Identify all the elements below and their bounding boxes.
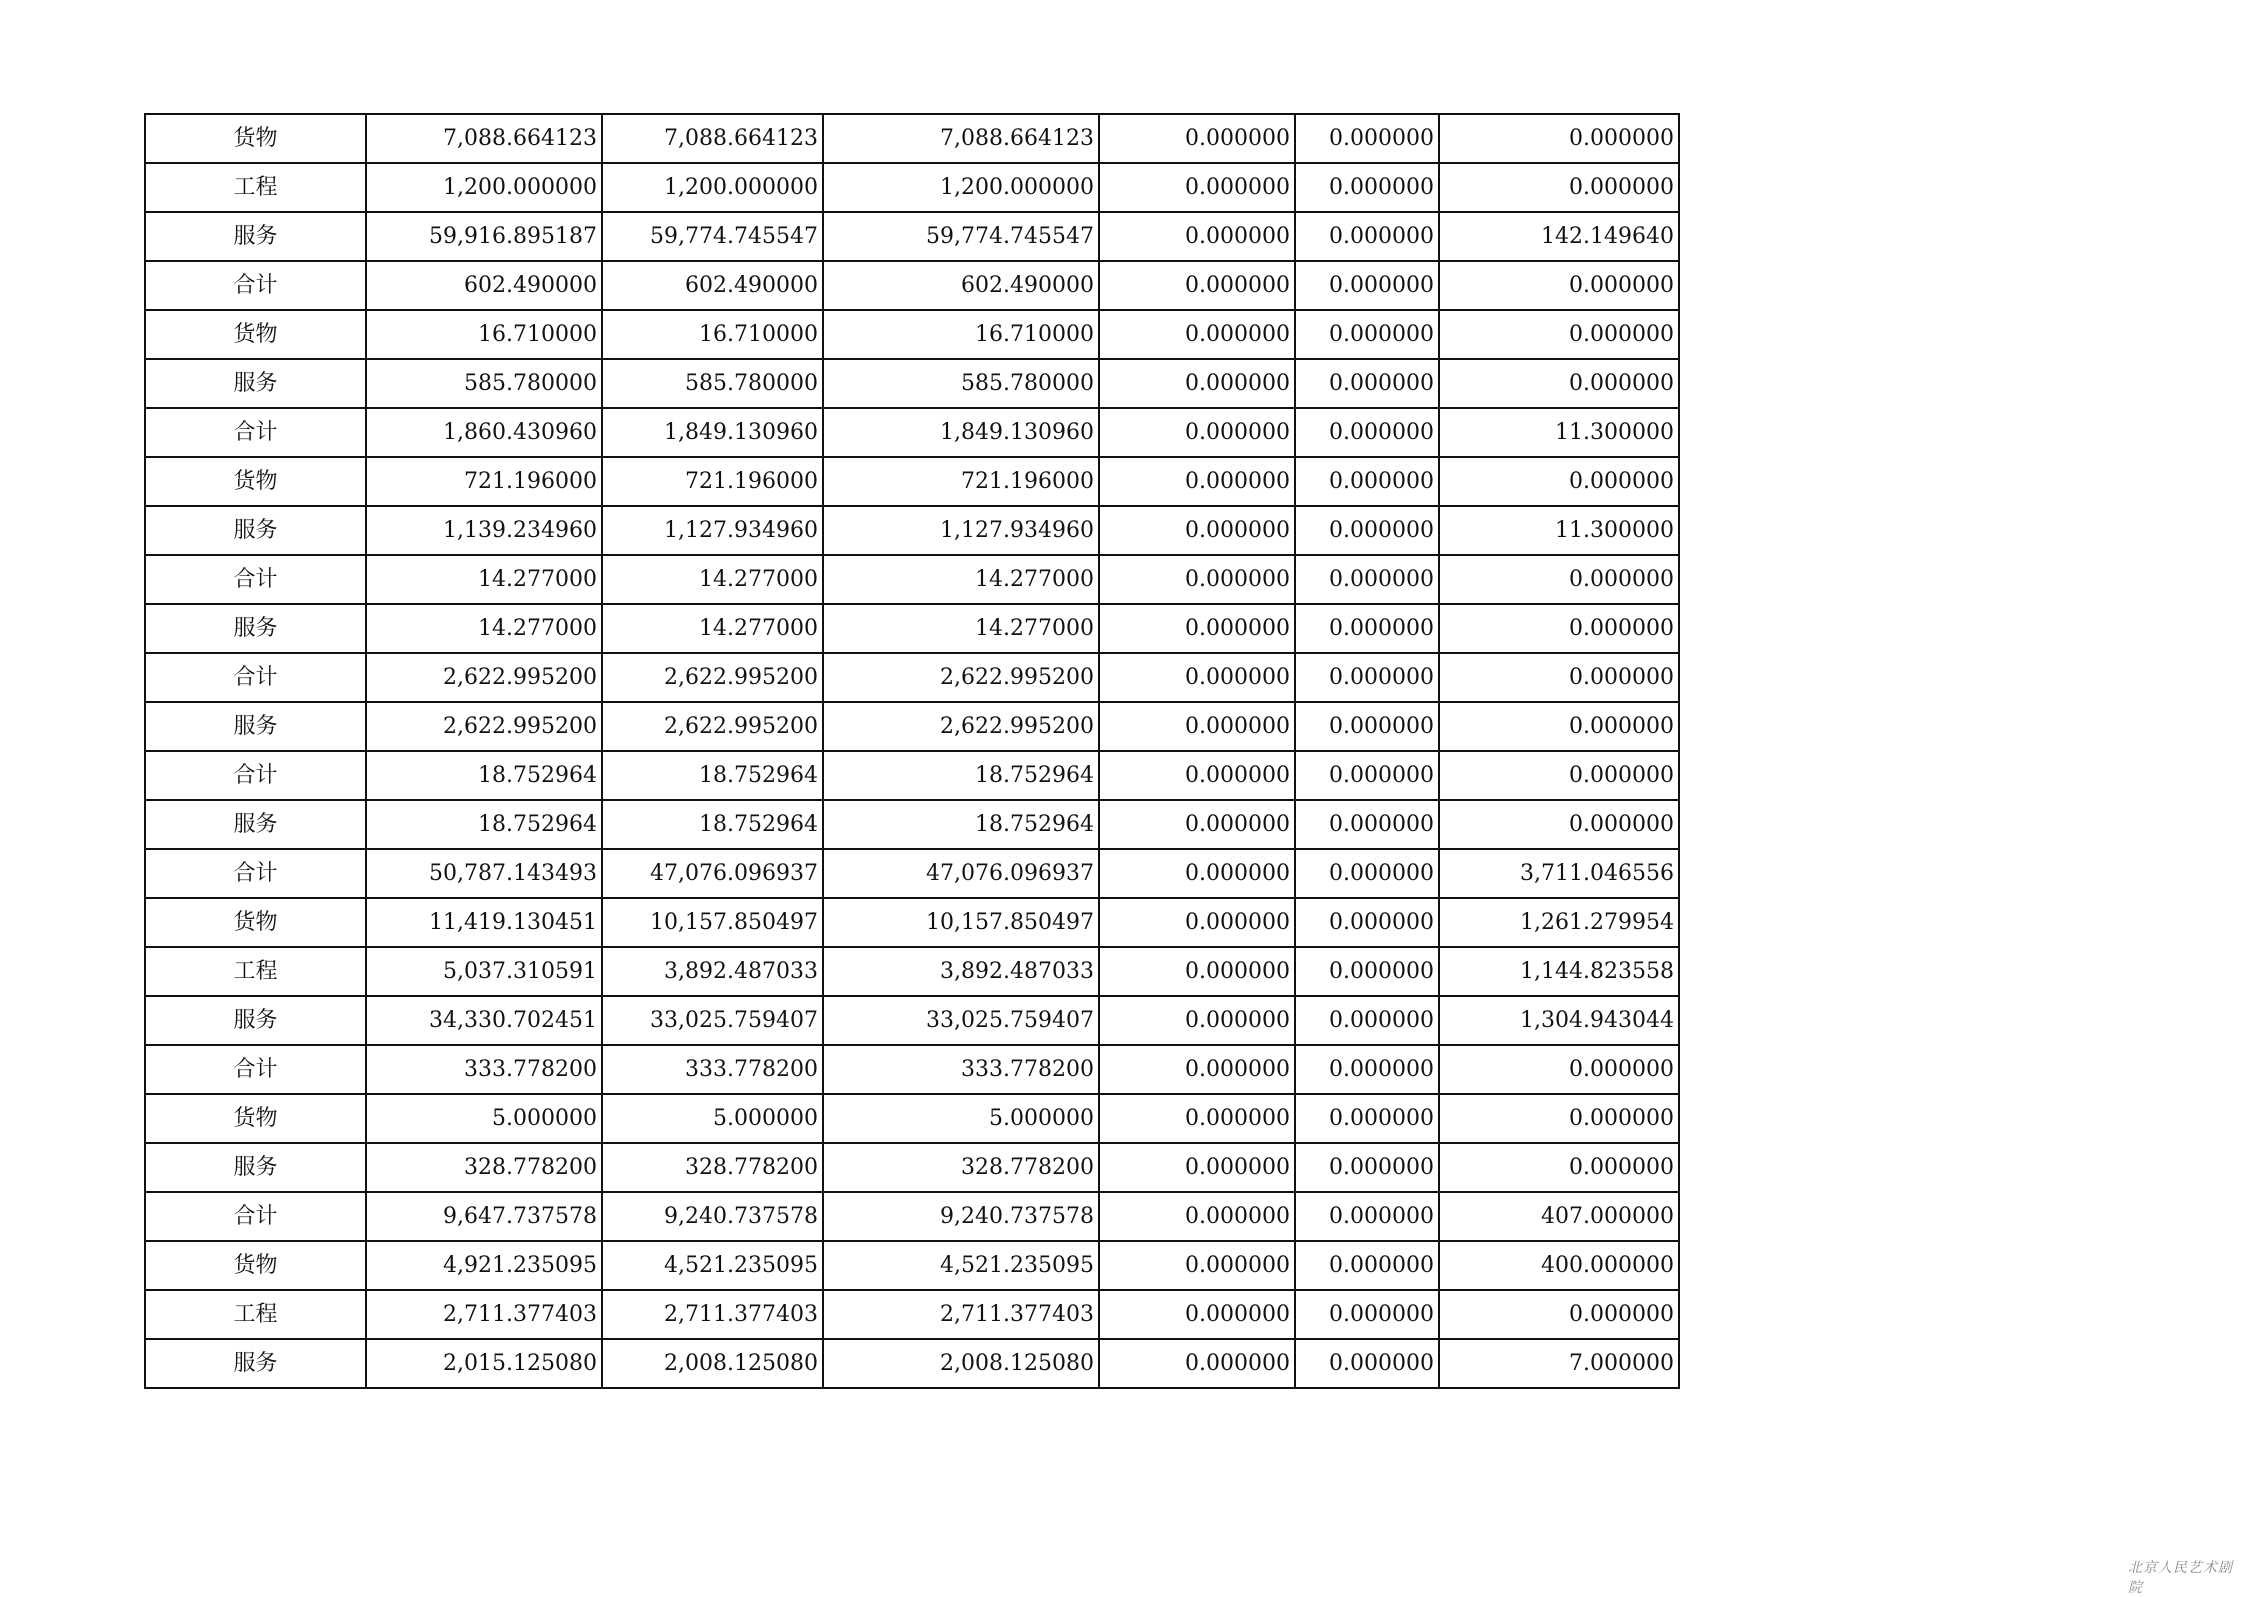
table-row bbox=[145, 702, 1679, 751]
value-cell-col-6: 0.000000 bbox=[1439, 555, 1679, 604]
table-row bbox=[145, 555, 1679, 604]
value-cell-col-2: 2,711.377403 bbox=[602, 1290, 823, 1339]
value-cell-col-5: 0.000000 bbox=[1295, 408, 1439, 457]
value-cell-col-4: 0.000000 bbox=[1099, 1143, 1295, 1192]
table-row bbox=[145, 408, 1679, 457]
value-cell-col-1: 59,916.895187 bbox=[366, 212, 602, 261]
value-cell-col-3: 33,025.759407 bbox=[823, 996, 1099, 1045]
value-cell-col-4: 0.000000 bbox=[1099, 506, 1295, 555]
value-cell-col-2: 16.710000 bbox=[602, 310, 823, 359]
table-row bbox=[145, 1045, 1679, 1094]
value-cell-col-5: 0.000000 bbox=[1295, 947, 1439, 996]
value-cell-col-3: 333.778200 bbox=[823, 1045, 1099, 1094]
value-cell-col-5: 0.000000 bbox=[1295, 359, 1439, 408]
value-cell-col-5: 0.000000 bbox=[1295, 800, 1439, 849]
value-cell-col-1: 5,037.310591 bbox=[366, 947, 602, 996]
category-cell: 服务 bbox=[145, 800, 366, 849]
value-cell-col-1: 4,921.235095 bbox=[366, 1241, 602, 1290]
category-cell: 服务 bbox=[145, 996, 366, 1045]
value-cell-col-3: 4,521.235095 bbox=[823, 1241, 1099, 1290]
category-cell: 货物 bbox=[145, 1241, 366, 1290]
value-cell-col-2: 333.778200 bbox=[602, 1045, 823, 1094]
value-cell-col-1: 721.196000 bbox=[366, 457, 602, 506]
value-cell-col-3: 5.000000 bbox=[823, 1094, 1099, 1143]
table-row bbox=[145, 261, 1679, 310]
value-cell-col-5: 0.000000 bbox=[1295, 1192, 1439, 1241]
table-row bbox=[145, 1143, 1679, 1192]
value-cell-col-5: 0.000000 bbox=[1295, 1339, 1439, 1388]
value-cell-col-1: 1,200.000000 bbox=[366, 163, 602, 212]
category-cell: 工程 bbox=[145, 947, 366, 996]
table-row bbox=[145, 898, 1679, 947]
category-cell: 货物 bbox=[145, 114, 366, 163]
value-cell-col-2: 2,622.995200 bbox=[602, 653, 823, 702]
category-cell: 合计 bbox=[145, 555, 366, 604]
value-cell-col-3: 14.277000 bbox=[823, 555, 1099, 604]
table-row bbox=[145, 1241, 1679, 1290]
value-cell-col-2: 3,892.487033 bbox=[602, 947, 823, 996]
value-cell-col-4: 0.000000 bbox=[1099, 1290, 1295, 1339]
value-cell-col-5: 0.000000 bbox=[1295, 163, 1439, 212]
table-body bbox=[145, 114, 1679, 1388]
value-cell-col-1: 50,787.143493 bbox=[366, 849, 602, 898]
value-cell-col-6: 400.000000 bbox=[1439, 1241, 1679, 1290]
value-cell-col-4: 0.000000 bbox=[1099, 604, 1295, 653]
value-cell-col-4: 0.000000 bbox=[1099, 114, 1295, 163]
category-cell: 服务 bbox=[145, 604, 366, 653]
category-cell: 服务 bbox=[145, 1143, 366, 1192]
value-cell-col-2: 2,622.995200 bbox=[602, 702, 823, 751]
value-cell-col-6: 0.000000 bbox=[1439, 163, 1679, 212]
data-table bbox=[144, 113, 1680, 1389]
value-cell-col-5: 0.000000 bbox=[1295, 457, 1439, 506]
value-cell-col-6: 0.000000 bbox=[1439, 604, 1679, 653]
category-cell: 货物 bbox=[145, 1094, 366, 1143]
value-cell-col-2: 1,200.000000 bbox=[602, 163, 823, 212]
value-cell-col-1: 2,015.125080 bbox=[366, 1339, 602, 1388]
value-cell-col-5: 0.000000 bbox=[1295, 212, 1439, 261]
value-cell-col-3: 18.752964 bbox=[823, 751, 1099, 800]
value-cell-col-5: 0.000000 bbox=[1295, 555, 1439, 604]
value-cell-col-2: 1,849.130960 bbox=[602, 408, 823, 457]
table-row bbox=[145, 457, 1679, 506]
value-cell-col-4: 0.000000 bbox=[1099, 555, 1295, 604]
table-row bbox=[145, 1339, 1679, 1388]
value-cell-col-2: 2,008.125080 bbox=[602, 1339, 823, 1388]
table-row bbox=[145, 996, 1679, 1045]
value-cell-col-1: 1,860.430960 bbox=[366, 408, 602, 457]
value-cell-col-3: 7,088.664123 bbox=[823, 114, 1099, 163]
value-cell-col-6: 0.000000 bbox=[1439, 1045, 1679, 1094]
value-cell-col-6: 0.000000 bbox=[1439, 457, 1679, 506]
value-cell-col-3: 1,200.000000 bbox=[823, 163, 1099, 212]
value-cell-col-5: 0.000000 bbox=[1295, 1241, 1439, 1290]
value-cell-col-6: 1,304.943044 bbox=[1439, 996, 1679, 1045]
table-row bbox=[145, 751, 1679, 800]
table-row bbox=[145, 310, 1679, 359]
value-cell-col-3: 602.490000 bbox=[823, 261, 1099, 310]
value-cell-col-6: 0.000000 bbox=[1439, 1143, 1679, 1192]
value-cell-col-4: 0.000000 bbox=[1099, 898, 1295, 947]
value-cell-col-6: 7.000000 bbox=[1439, 1339, 1679, 1388]
value-cell-col-2: 602.490000 bbox=[602, 261, 823, 310]
value-cell-col-2: 328.778200 bbox=[602, 1143, 823, 1192]
value-cell-col-5: 0.000000 bbox=[1295, 898, 1439, 947]
value-cell-col-5: 0.000000 bbox=[1295, 1290, 1439, 1339]
value-cell-col-3: 2,622.995200 bbox=[823, 653, 1099, 702]
value-cell-col-1: 9,647.737578 bbox=[366, 1192, 602, 1241]
value-cell-col-4: 0.000000 bbox=[1099, 408, 1295, 457]
value-cell-col-5: 0.000000 bbox=[1295, 261, 1439, 310]
value-cell-col-1: 14.277000 bbox=[366, 555, 602, 604]
value-cell-col-1: 585.780000 bbox=[366, 359, 602, 408]
value-cell-col-6: 11.300000 bbox=[1439, 408, 1679, 457]
table-row bbox=[145, 1094, 1679, 1143]
value-cell-col-5: 0.000000 bbox=[1295, 604, 1439, 653]
value-cell-col-3: 3,892.487033 bbox=[823, 947, 1099, 996]
value-cell-col-6: 1,144.823558 bbox=[1439, 947, 1679, 996]
value-cell-col-2: 4,521.235095 bbox=[602, 1241, 823, 1290]
value-cell-col-6: 0.000000 bbox=[1439, 1290, 1679, 1339]
table-row bbox=[145, 506, 1679, 555]
value-cell-col-4: 0.000000 bbox=[1099, 800, 1295, 849]
value-cell-col-5: 0.000000 bbox=[1295, 1045, 1439, 1094]
value-cell-col-5: 0.000000 bbox=[1295, 751, 1439, 800]
table-row bbox=[145, 163, 1679, 212]
value-cell-col-5: 0.000000 bbox=[1295, 996, 1439, 1045]
value-cell-col-3: 721.196000 bbox=[823, 457, 1099, 506]
value-cell-col-1: 2,622.995200 bbox=[366, 702, 602, 751]
value-cell-col-6: 0.000000 bbox=[1439, 114, 1679, 163]
value-cell-col-2: 33,025.759407 bbox=[602, 996, 823, 1045]
value-cell-col-4: 0.000000 bbox=[1099, 947, 1295, 996]
value-cell-col-6: 0.000000 bbox=[1439, 800, 1679, 849]
value-cell-col-2: 721.196000 bbox=[602, 457, 823, 506]
value-cell-col-3: 10,157.850497 bbox=[823, 898, 1099, 947]
category-cell: 合计 bbox=[145, 751, 366, 800]
value-cell-col-1: 18.752964 bbox=[366, 751, 602, 800]
value-cell-col-4: 0.000000 bbox=[1099, 1241, 1295, 1290]
corner-watermark: 北京人民艺术剧院 bbox=[2128, 1560, 2233, 1596]
value-cell-col-3: 14.277000 bbox=[823, 604, 1099, 653]
category-cell: 工程 bbox=[145, 1290, 366, 1339]
value-cell-col-1: 11,419.130451 bbox=[366, 898, 602, 947]
category-cell: 服务 bbox=[145, 359, 366, 408]
value-cell-col-6: 0.000000 bbox=[1439, 359, 1679, 408]
value-cell-col-6: 0.000000 bbox=[1439, 310, 1679, 359]
table-row bbox=[145, 1290, 1679, 1339]
value-cell-col-4: 0.000000 bbox=[1099, 1192, 1295, 1241]
value-cell-col-5: 0.000000 bbox=[1295, 849, 1439, 898]
value-cell-col-2: 1,127.934960 bbox=[602, 506, 823, 555]
value-cell-col-4: 0.000000 bbox=[1099, 996, 1295, 1045]
category-cell: 合计 bbox=[145, 849, 366, 898]
value-cell-col-4: 0.000000 bbox=[1099, 163, 1295, 212]
table-row bbox=[145, 604, 1679, 653]
value-cell-col-4: 0.000000 bbox=[1099, 653, 1295, 702]
value-cell-col-5: 0.000000 bbox=[1295, 310, 1439, 359]
table-row bbox=[145, 1192, 1679, 1241]
value-cell-col-6: 0.000000 bbox=[1439, 702, 1679, 751]
value-cell-col-3: 2,711.377403 bbox=[823, 1290, 1099, 1339]
category-cell: 货物 bbox=[145, 310, 366, 359]
value-cell-col-4: 0.000000 bbox=[1099, 849, 1295, 898]
value-cell-col-2: 18.752964 bbox=[602, 800, 823, 849]
value-cell-col-4: 0.000000 bbox=[1099, 261, 1295, 310]
category-cell: 货物 bbox=[145, 898, 366, 947]
value-cell-col-5: 0.000000 bbox=[1295, 702, 1439, 751]
value-cell-col-4: 0.000000 bbox=[1099, 359, 1295, 408]
category-cell: 服务 bbox=[145, 506, 366, 555]
value-cell-col-3: 585.780000 bbox=[823, 359, 1099, 408]
value-cell-col-4: 0.000000 bbox=[1099, 1339, 1295, 1388]
value-cell-col-1: 16.710000 bbox=[366, 310, 602, 359]
table-row bbox=[145, 114, 1679, 163]
value-cell-col-2: 7,088.664123 bbox=[602, 114, 823, 163]
value-cell-col-2: 59,774.745547 bbox=[602, 212, 823, 261]
category-cell: 服务 bbox=[145, 702, 366, 751]
category-cell: 合计 bbox=[145, 1045, 366, 1094]
value-cell-col-1: 1,139.234960 bbox=[366, 506, 602, 555]
value-cell-col-4: 0.000000 bbox=[1099, 212, 1295, 261]
value-cell-col-1: 328.778200 bbox=[366, 1143, 602, 1192]
table-row bbox=[145, 947, 1679, 996]
value-cell-col-4: 0.000000 bbox=[1099, 1045, 1295, 1094]
value-cell-col-6: 0.000000 bbox=[1439, 751, 1679, 800]
value-cell-col-5: 0.000000 bbox=[1295, 114, 1439, 163]
category-cell: 合计 bbox=[145, 653, 366, 702]
value-cell-col-6: 142.149640 bbox=[1439, 212, 1679, 261]
value-cell-col-2: 9,240.737578 bbox=[602, 1192, 823, 1241]
value-cell-col-6: 3,711.046556 bbox=[1439, 849, 1679, 898]
category-cell: 服务 bbox=[145, 212, 366, 261]
value-cell-col-4: 0.000000 bbox=[1099, 1094, 1295, 1143]
value-cell-col-1: 333.778200 bbox=[366, 1045, 602, 1094]
value-cell-col-2: 585.780000 bbox=[602, 359, 823, 408]
value-cell-col-6: 0.000000 bbox=[1439, 653, 1679, 702]
value-cell-col-3: 328.778200 bbox=[823, 1143, 1099, 1192]
value-cell-col-5: 0.000000 bbox=[1295, 1143, 1439, 1192]
table-row bbox=[145, 212, 1679, 261]
value-cell-col-1: 14.277000 bbox=[366, 604, 602, 653]
value-cell-col-3: 59,774.745547 bbox=[823, 212, 1099, 261]
value-cell-col-6: 407.000000 bbox=[1439, 1192, 1679, 1241]
value-cell-col-1: 34,330.702451 bbox=[366, 996, 602, 1045]
value-cell-col-2: 18.752964 bbox=[602, 751, 823, 800]
table-row bbox=[145, 800, 1679, 849]
value-cell-col-3: 9,240.737578 bbox=[823, 1192, 1099, 1241]
category-cell: 货物 bbox=[145, 457, 366, 506]
table-row bbox=[145, 849, 1679, 898]
value-cell-col-1: 2,622.995200 bbox=[366, 653, 602, 702]
value-cell-col-6: 1,261.279954 bbox=[1439, 898, 1679, 947]
value-cell-col-1: 5.000000 bbox=[366, 1094, 602, 1143]
value-cell-col-2: 5.000000 bbox=[602, 1094, 823, 1143]
value-cell-col-6: 0.000000 bbox=[1439, 1094, 1679, 1143]
category-cell: 服务 bbox=[145, 1339, 366, 1388]
value-cell-col-2: 14.277000 bbox=[602, 604, 823, 653]
value-cell-col-3: 18.752964 bbox=[823, 800, 1099, 849]
category-cell: 工程 bbox=[145, 163, 366, 212]
value-cell-col-5: 0.000000 bbox=[1295, 1094, 1439, 1143]
value-cell-col-3: 16.710000 bbox=[823, 310, 1099, 359]
value-cell-col-1: 2,711.377403 bbox=[366, 1290, 602, 1339]
value-cell-col-4: 0.000000 bbox=[1099, 751, 1295, 800]
value-cell-col-3: 1,127.934960 bbox=[823, 506, 1099, 555]
value-cell-col-6: 11.300000 bbox=[1439, 506, 1679, 555]
value-cell-col-1: 602.490000 bbox=[366, 261, 602, 310]
value-cell-col-5: 0.000000 bbox=[1295, 506, 1439, 555]
value-cell-col-2: 14.277000 bbox=[602, 555, 823, 604]
value-cell-col-2: 10,157.850497 bbox=[602, 898, 823, 947]
table-row bbox=[145, 653, 1679, 702]
value-cell-col-2: 47,076.096937 bbox=[602, 849, 823, 898]
value-cell-col-3: 2,008.125080 bbox=[823, 1339, 1099, 1388]
value-cell-col-4: 0.000000 bbox=[1099, 310, 1295, 359]
value-cell-col-1: 7,088.664123 bbox=[366, 114, 602, 163]
value-cell-col-6: 0.000000 bbox=[1439, 261, 1679, 310]
category-cell: 合计 bbox=[145, 1192, 366, 1241]
value-cell-col-1: 18.752964 bbox=[366, 800, 602, 849]
value-cell-col-3: 2,622.995200 bbox=[823, 702, 1099, 751]
value-cell-col-5: 0.000000 bbox=[1295, 653, 1439, 702]
value-cell-col-3: 47,076.096937 bbox=[823, 849, 1099, 898]
category-cell: 合计 bbox=[145, 261, 366, 310]
value-cell-col-3: 1,849.130960 bbox=[823, 408, 1099, 457]
category-cell: 合计 bbox=[145, 408, 366, 457]
table-row bbox=[145, 359, 1679, 408]
value-cell-col-4: 0.000000 bbox=[1099, 702, 1295, 751]
value-cell-col-4: 0.000000 bbox=[1099, 457, 1295, 506]
